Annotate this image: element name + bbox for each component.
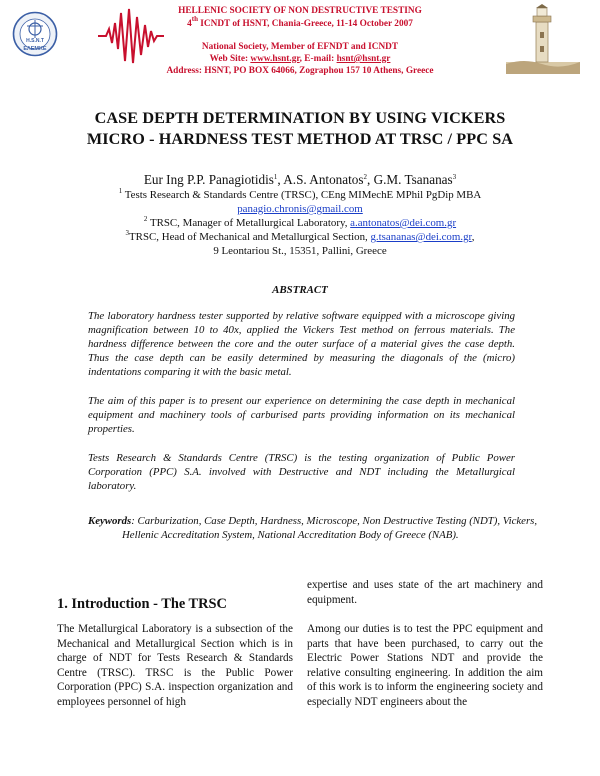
left-column-paragraph: The Metallurgical Laboratory is a subsection of the Mechanical and Metallurgical Section which is in charge of NDT for Tests Research & Standards Centre (TRSC). TRSC is the Public Power Corporation (PPC) S.A. inspection organization and employees personnel of high (57, 623, 293, 708)
author-1-email-link[interactable]: panagio.chronis@gmail.com (237, 203, 363, 215)
conference-line (0, 15, 600, 30)
abstract-heading: ABSTRACT (272, 284, 328, 296)
paper-title-line2: MICRO - HARDNESS TEST METHOD AT TRSC / PPC SA (86, 130, 514, 148)
affiliation-2 (0, 216, 600, 230)
society-name: HELLENIC SOCIETY OF NON DESTRUCTIVE TESTING (178, 6, 422, 16)
affiliation-2-sup: 2 (143, 215, 148, 223)
conference-rest: ICNDT of HSNT, Chania-Greece, 11-14 October 2007 (197, 19, 413, 29)
authors-line (0, 172, 600, 188)
abstract-paragraph-2: The aim of this paper is to present our experience on determining the case depth in mechanical equipment and machinery tools of carburised parts providing information on its mechanical properties. (88, 395, 515, 435)
affiliation-1-email-line (0, 202, 600, 216)
keywords-label: Keywords (88, 515, 132, 527)
conference-num: 4 (187, 19, 192, 29)
conference-sup: th (191, 15, 198, 23)
abstract-paragraph-3: Tests Research & Standards Centre (TRSC) is the testing organization of Public Power Corporation (PPC) S.A. involved with Destructive and NDT including the Metallurgical laboratory. (88, 452, 515, 492)
affiliation-1 (0, 188, 600, 202)
paper-title-line1: CASE DEPTH DETERMINATION BY USING VICKERS (94, 109, 506, 127)
keywords (88, 514, 538, 542)
affiliation-2-text: TRSC, Manager of Metallurgical Laboratory, (147, 217, 351, 229)
affiliation-1-sup: 1 (118, 187, 123, 195)
hsnt-email-link[interactable]: hsnt@hsnt.gr (336, 54, 391, 64)
web-prefix: Web Site: (209, 54, 251, 64)
author-3-email-link[interactable]: g.tsananas@dei.com.gr (370, 231, 472, 243)
author-1-sup: 1 (273, 173, 278, 181)
affiliation-3 (0, 230, 600, 244)
right-column-paragraph-2: Among our duties is to test the PPC equipment and parts that have been purchased, to carry out the Electric Power Stations NDT and provide the relative consulting engineering. In addition the aim of this work is to inform the engineering society and especially NDT engineers about the (307, 623, 543, 708)
right-column-paragraph-1: expertise and uses state of the art machinery and equipment. (307, 579, 543, 606)
author-3: G.M. Tsananas (373, 172, 453, 187)
right-column-text (307, 578, 543, 709)
author-sep: , (367, 172, 374, 187)
affiliation-3-text: TRSC, Head of Mechanical and Metallurgical Section, (129, 231, 371, 243)
affiliation-address: 9 Leontariou St., 15351, Pallini, Greece (213, 245, 387, 257)
address-line: Address: HSNT, PO BOX 64066, Zographou 157 10 Athens, Greece (166, 66, 434, 76)
author-2-sup: 2 (363, 173, 368, 181)
author-2-email-link[interactable]: a.antonatos@dei.com.gr (350, 217, 457, 229)
membership-line: National Society, Member of EFNDT and ICNDT (201, 42, 399, 52)
affiliation-1-text: Tests Research & Standards Centre (TRSC), CEng MIMechE MPhil PgDip MBA (122, 189, 482, 201)
keywords-text: : Carburization, Case Depth, Hardness, Microscope, Non Destructive Testing (NDT), Vickers, Hellenic Accreditation System, National Accreditation Body of Greece (NAB). (122, 515, 538, 541)
author-1: Eur Ing P.P. Panagiotidis (143, 172, 274, 187)
author-2: A.S. Antonatos (283, 172, 364, 187)
author-sep: , (277, 172, 284, 187)
affiliation-3-sup: 3 (125, 229, 130, 237)
affiliation-3-tail: , (471, 231, 475, 243)
left-column-text (57, 622, 293, 709)
website-link[interactable]: www.hsnt.gr (250, 54, 300, 64)
section-1-heading: 1. Introduction - The TRSC (57, 596, 227, 612)
logo-text-top: H.S.N.T (26, 38, 44, 44)
logo-text-bottom: ΕΛΕΜΚΕ (23, 46, 47, 52)
author-3-sup: 3 (452, 173, 457, 181)
web-line (0, 54, 600, 65)
email-prefix: , E-mail: (299, 54, 337, 64)
abstract-paragraph-1: The laboratory hardness tester supported by relative software equipped with a microscope giving magnification between 10 to 40x, applied the Vickers Test method on ferrous materials. The hardness difference between the core and the outer surface of a material gives the case depth. Thus the case depth can be easily determined by measuring the diagonals of the (micro) indentations comparing it with the basic metal. (88, 310, 515, 378)
